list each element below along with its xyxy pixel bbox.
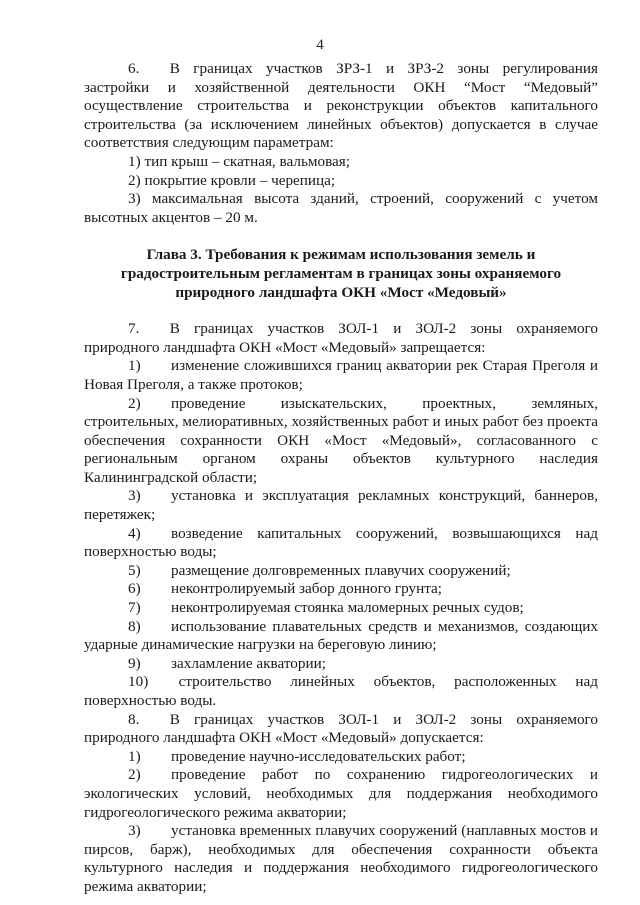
list-item: 2) проведение работ по сохранению гидрогеологических и экологических условий, необходимых для поддержания необходимого гидрогеологического режима акватории; xyxy=(84,766,598,821)
list-item: 10) строительство линейных объектов, расположенных над поверхностью воды. xyxy=(84,673,598,709)
list-item: 3) максимальная высота зданий, строений, сооружений с учетом высотных акцентов – 20 м. xyxy=(84,190,598,226)
list-item: 5) размещение долговременных плавучих сооружений; xyxy=(128,561,511,579)
list-item: 2) проведение изыскательских, проектных, земляных, строительных, мелиоративных, хозяйственных работ и иных работ без проекта обеспечения сохранности ОКН «Мост «Медовый», согласованного с региональным органом охраны объектов культурного наследия Калининградской области; xyxy=(84,394,598,486)
document-body xyxy=(84,60,598,897)
page-number: 4 xyxy=(316,37,324,53)
list-item: 1) изменение сложившихся границ акватории рек Старая Преголя и Новая Преголя, а также протоков; xyxy=(84,357,598,393)
list-item: 2) покрытие кровли – черепица; xyxy=(128,171,336,189)
list-item: 7) неконтролируемая стоянка маломерных речных судов; xyxy=(128,599,524,617)
paragraph-6: 6. В границах участков ЗРЗ-1 и ЗРЗ-2 зоны регулирования застройки и хозяйственной деятельности ОКН “Мост “Медовый” осуществление строительства и реконструкции объектов капитального строительства (за исключением линейных объектов) допускается в случае соответствия следующим параметрам: xyxy=(84,60,598,152)
list-item: 3) установка временных плавучих сооружений (наплавных мостов и пирсов, барж), необходимых для обеспечения сохранности объекта культурного наследия и поддержания необходимого гидрогеологического режима акватории; xyxy=(84,822,598,895)
list-item: 4) возведение капитальных сооружений, возвышающихся над поверхностью воды; xyxy=(84,524,598,561)
list-item: 1) тип крыш – скатная, вальмовая; xyxy=(128,152,350,170)
list-item: 9) захламление акватории; xyxy=(128,654,326,672)
list-item: 6) неконтролируемый забор донного грунта; xyxy=(128,580,442,598)
list-item: 3) установка и эксплуатация рекламных конструкций, баннеров, перетяжек; xyxy=(84,487,598,524)
list-item: 8) использование плавательных средств и механизмов, создающих ударные динамические нагрузки на береговую линию; xyxy=(84,617,598,654)
chapter-heading: Глава 3. Требования к режимам использования земель и градостроительным регламентам в границах зоны охраняемого природного ландшафта ОКН «Мост «Медовый» xyxy=(120,246,562,301)
list-item: 1) проведение научно-исследовательских работ; xyxy=(128,747,466,765)
paragraph-8: 8. В границах участков ЗОЛ-1 и ЗОЛ-2 зоны охраняемого природного ландшафта ОКН «Мост «Медовый» допускается: xyxy=(84,710,598,747)
paragraph-7: 7. В границах участков ЗОЛ-1 и ЗОЛ-2 зоны охраняемого природного ландшафта ОКН «Мост «Медовый» запрещается: xyxy=(84,320,598,356)
